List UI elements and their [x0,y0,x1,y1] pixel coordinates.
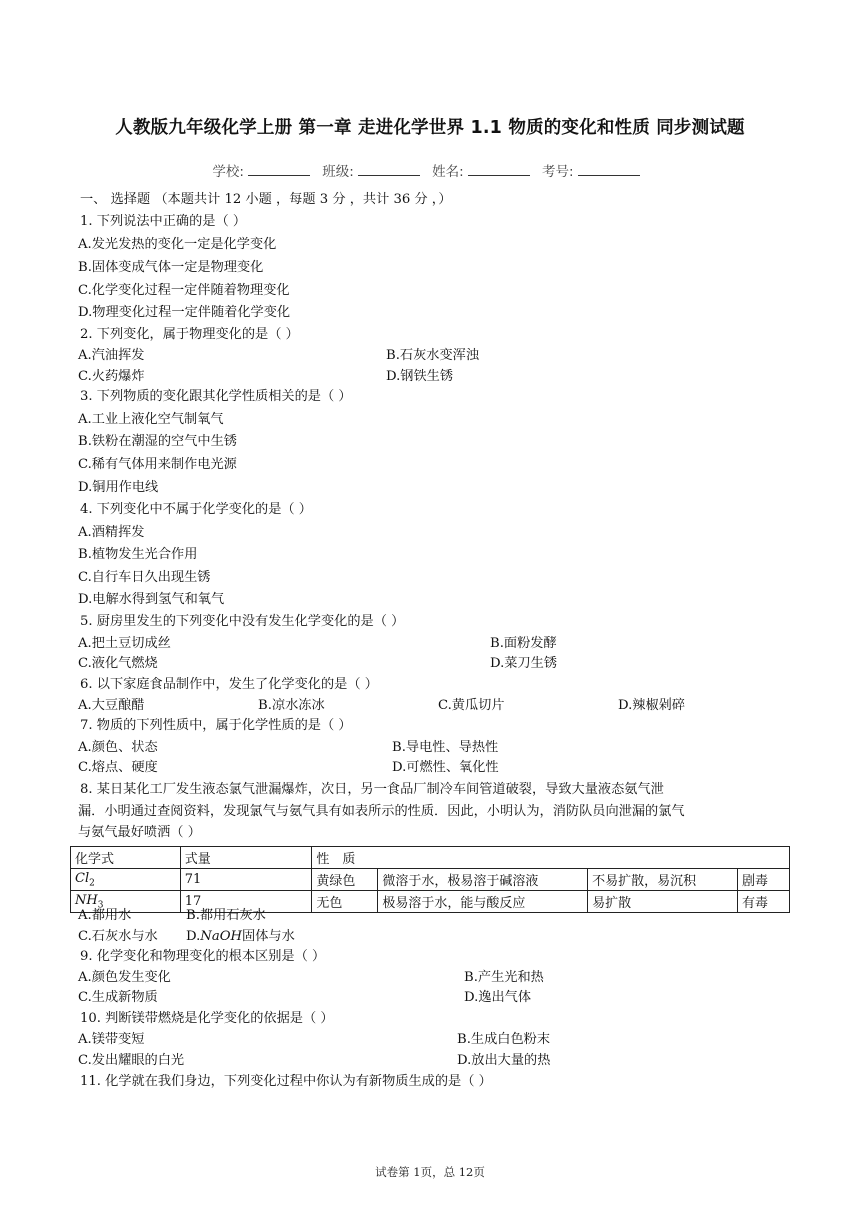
page-footer: 试卷第 1页，总 12页 [375,1165,485,1179]
header-mass: 式量 [180,847,312,869]
q10-option-c[interactable]: C.发出耀眼的白光 [78,1053,185,1068]
class-blank[interactable] [358,164,420,176]
solubility-cell: 微溶于水，极易溶于碱溶液 [378,869,588,891]
q9-option-b[interactable]: B.产生光和热 [464,970,544,985]
q2-option-b[interactable]: B.石灰水变浑浊 [386,348,480,363]
student-info-line [0,160,860,180]
q1-option-b[interactable]: B.固体变成气体一定是物理变化 [78,260,264,275]
q8-d-formula: NaOH [200,929,243,944]
q3-option-a[interactable]: A.工业上液化空气制氧气 [78,412,224,427]
q3-option-b[interactable]: B.铁粉在潮湿的空气中生锈 [78,434,237,449]
q4-option-d[interactable]: D.电解水得到氢气和氧气 [78,592,225,607]
q6-option-b[interactable]: B.凉水冻冰 [258,698,325,713]
q8-d-prefix: D. [186,929,201,944]
q1-option-a[interactable]: A.发光发热的变化一定是化学变化 [78,237,277,252]
q1-option-d[interactable]: D.物理变化过程一定伴随着化学变化 [78,305,291,320]
properties-table [70,846,790,913]
q11-stem: 11. 化学就在我们身边，下列变化过程中你认为有新物质生成的是（ ） [80,1074,492,1089]
q3-option-c[interactable]: C.稀有气体用来制作电光源 [78,457,237,472]
mass-cell: 71 [180,869,312,891]
q8-stem-line2: 漏．小明通过查阅资料，发现氯气与氨气具有如表所示的性质．因此，小明认为，消防队员向泄漏的氯气 [78,804,685,819]
class-label: 班级: [322,164,354,180]
q5-option-d[interactable]: D.菜刀生锈 [490,656,558,671]
formula-subscript: 3 [97,900,104,911]
header-formula: 化学式 [71,847,181,869]
q7-stem: 7. 物质的下列性质中，属于化学性质的是（ ） [80,718,352,733]
formula-main: NH [75,892,98,908]
q10-option-b[interactable]: B.生成白色粉末 [457,1032,551,1047]
formula-main: Cl [75,870,90,886]
q10-stem: 10. 判断镁带燃烧是化学变化的依据是（ ） [80,1011,334,1026]
q4-option-b[interactable]: B.植物发生光合作用 [78,547,198,562]
formula-subscript: 2 [89,878,95,889]
q5-option-b[interactable]: B.面粉发酵 [490,636,557,651]
q2-stem: 2. 下列变化，属于物理变化的是（ ） [80,327,299,342]
school-blank[interactable] [248,164,310,176]
q7-option-c[interactable]: C.熔点、硬度 [78,760,158,775]
toxicity-cell: 有毒 [738,891,790,913]
mass-cell: 17 [180,891,312,913]
header-properties: 性 质 [312,847,790,869]
table-header-row [71,847,790,869]
q3-stem: 3. 下列物质的变化跟其化学性质相关的是（ ） [80,389,352,404]
q6-option-a[interactable]: A.大豆酿醋 [78,698,145,713]
q5-option-a[interactable]: A.把土豆切成丝 [78,636,171,651]
q1-stem: 1. 下列说法中正确的是（ ） [80,214,247,229]
table-row [71,869,790,891]
exam-no-label: 考号: [542,164,574,180]
name-label: 姓名: [432,164,464,180]
q9-option-a[interactable]: A.颜色发生变化 [78,970,171,985]
q8-stem-line1: 8. 某日某化工厂发生液态氯气泄漏爆炸，次日，另一食品厂制冷车间管道破裂，导致大量液态氨气泄 [80,782,664,797]
toxicity-cell: 剧毒 [738,869,790,891]
q8-option-d[interactable] [186,928,295,946]
q2-option-c[interactable]: C.火药爆炸 [78,369,145,384]
page-title: 人教版九年级化学上册 第一章 走进化学世界 1.1 物质的变化和性质 同步测试题 [115,118,745,138]
q9-option-c[interactable]: C.生成新物质 [78,990,158,1005]
solubility-cell: 极易溶于水，能与酸反应 [378,891,588,913]
q4-option-a[interactable]: A.酒精挥发 [78,525,145,540]
q10-option-d[interactable]: D.放出大量的热 [457,1053,551,1068]
q9-stem: 9. 化学变化和物理变化的根本区别是（ ） [80,949,326,964]
exam-no-blank[interactable] [578,164,640,176]
q10-option-a[interactable]: A.镁带变短 [78,1032,145,1047]
q7-option-d[interactable]: D.可燃性、氧化性 [392,760,499,775]
q8-stem-line3: 与氨气最好喷洒（ ） [78,825,201,840]
q9-option-d[interactable]: D.逸出气体 [464,990,532,1005]
q5-option-c[interactable]: C.液化气燃烧 [78,656,158,671]
q8-d-suffix: 固体与水 [242,929,295,944]
name-blank[interactable] [468,164,530,176]
school-label: 学校: [212,164,244,180]
formula-cell [71,869,181,891]
q1-option-c[interactable]: C.化学变化过程一定伴随着物理变化 [78,283,290,298]
q8-option-b[interactable]: B.都用石灰水 [186,908,266,923]
section-heading: 一、 选择题 （本题共计 12 小题 ，每题 3 分 ，共计 36 分 ，） [80,192,452,207]
q6-option-c[interactable]: C.黄瓜切片 [438,698,505,713]
q6-stem: 6. 以下家庭食品制作中，发生了化学变化的是（ ） [80,677,378,692]
diffusion-cell: 易扩散 [588,891,738,913]
q3-option-d[interactable]: D.铜用作电线 [78,480,159,495]
q7-option-b[interactable]: B.导电性、导热性 [392,740,499,755]
q2-option-a[interactable]: A.汽油挥发 [78,348,145,363]
q7-option-a[interactable]: A.颜色、状态 [78,740,158,755]
table-row [71,891,790,913]
q4-stem: 4. 下列变化中不属于化学变化的是（ ） [80,502,312,517]
q8-option-c[interactable]: C.石灰水与水 [78,929,158,944]
q5-stem: 5. 厨房里发生的下列变化中没有发生化学变化的是（ ） [80,614,405,629]
q8-option-a[interactable]: A.都用水 [78,908,132,923]
q2-option-d[interactable]: D.钢铁生锈 [386,369,454,384]
color-cell: 黄绿色 [312,869,378,891]
q6-option-d[interactable]: D.辣椒剁碎 [618,698,686,713]
q4-option-c[interactable]: C.自行车日久出现生锈 [78,570,211,585]
color-cell: 无色 [312,891,378,913]
diffusion-cell: 不易扩散，易沉积 [588,869,738,891]
